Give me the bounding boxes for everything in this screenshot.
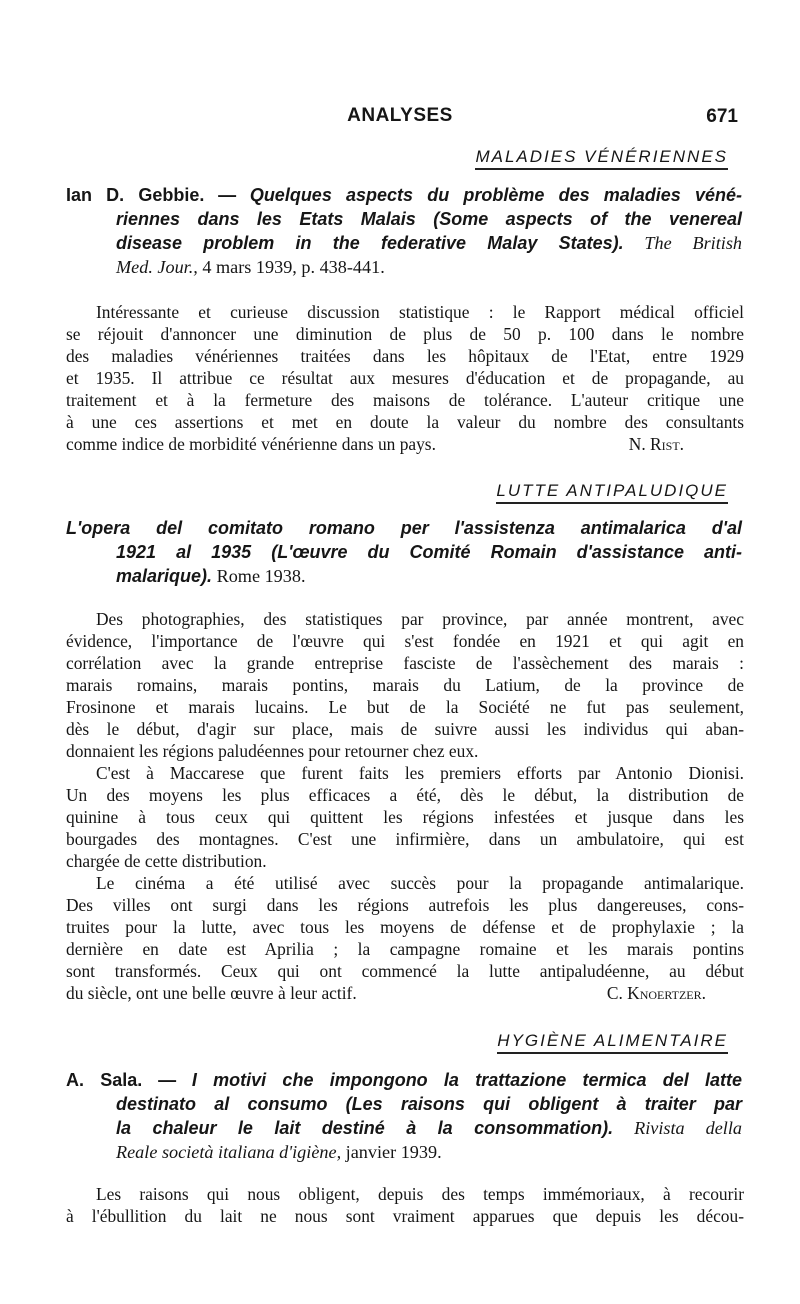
entry-journal: The British — [644, 233, 742, 253]
paragraph-line: Les raisons qui nous obligent, depuis des temps immémoriaux, à recourir — [96, 1184, 744, 1204]
paragraph-line: et 1935. Il attribue ce résultat aux mesures d'éducation et de propagande, au — [66, 368, 744, 388]
entry-journal: Reale società italiana d'igiène, — [116, 1142, 342, 1162]
entry-title-line: Quelques aspects du problème des maladies véné- — [249, 185, 742, 205]
paragraph-line: C'est à Maccarese que furent faits les premiers efforts par Antonio Dionisi. — [96, 763, 744, 783]
entry-dash: — — [218, 185, 237, 205]
signature: C. Knoertzer. — [606, 983, 706, 1003]
paragraph-line: marais romains, marais pontins, marais du Latium, de la province de — [66, 675, 744, 695]
entry-dash: — — [158, 1070, 177, 1090]
entry-date: 4 mars 1939, p. 438-441. — [202, 257, 385, 277]
paragraph-line: à une ces assertions et met en doute la valeur du nombre des consultants — [66, 412, 744, 432]
entry-title-line: L'opera del comitato romano per l'assistenza antimalarica d'al — [66, 518, 742, 538]
paragraph-line: dès le début, d'agir sur place, mais de suivre aussi les individus qui aban- — [66, 719, 744, 739]
abstract-gebbie — [66, 301, 744, 455]
paragraph-line: évidence, l'importance de l'œuvre qui s'est fondée en 1921 et qui agit en — [66, 631, 744, 651]
paragraph-line: sont transformés. Ceux qui ont commencé la lutte antipaludéenne, au début — [66, 961, 744, 981]
paragraph-line: à l'ébullition du lait ne nous sont vraiment apparues que depuis les décou- — [66, 1206, 744, 1226]
entry-author: A. Sala. — [66, 1070, 143, 1090]
paragraph-line: Des photographies, des statistiques par province, par année montrent, avec — [96, 609, 744, 629]
entry-title-line: riennes dans les Etats Malais (Some aspects of the venereal — [116, 209, 742, 229]
signature: N. Rist. — [628, 434, 684, 454]
paragraph-line: truites pour la lutte, avec tous les moyens de défense et de prophylaxie ; la — [66, 917, 744, 937]
paragraph-line: quinine à tous ceux qui quittent les régions infestées et jusque dans les — [66, 807, 744, 827]
paragraph-line: Un des moyens les plus efficaces a été, dès le début, la distribution de — [66, 785, 744, 805]
running-header — [0, 105, 800, 131]
running-title: ANALYSES — [347, 105, 453, 126]
entry-opera — [66, 516, 742, 588]
paragraph-line: bourgades des montagnes. C'est une infirmière, dans un ambulatoire, qui est — [66, 829, 744, 849]
entry-title-line: 1921 al 1935 (L'œuvre du Comité Romain d'assistance anti- — [116, 542, 742, 562]
entry-journal: Med. Jour., — [116, 257, 198, 277]
entry-title-line: la chaleur le lait destiné à la consommation). — [116, 1118, 614, 1138]
entry-title-line: destinato al consumo (Les raisons qui obligent à traiter par — [116, 1094, 742, 1114]
paragraph-line: chargée de cette distribution. — [66, 851, 267, 871]
section-heading-hygiene: HYGIÈNE ALIMENTAIRE — [497, 1031, 728, 1054]
paragraph-line: du siècle, ont une belle œuvre à leur actif. — [66, 983, 357, 1003]
paragraph-line: Intéressante et curieuse discussion statistique : le Rapport médical officiel — [96, 302, 744, 322]
entry-title-line: I motivi che impongono la trattazione termica del latte — [191, 1070, 743, 1090]
page-number: 671 — [706, 106, 738, 127]
section-heading-lutte: LUTTE ANTIPALUDIQUE — [496, 481, 728, 504]
paragraph-line: Frosinone et marais lucains. Le but de la Société ne fut pas seulement, — [66, 697, 744, 717]
paragraph-line: Des villes ont surgi dans les régions autrefois les plus dangereuses, cons- — [66, 895, 744, 915]
entry-date: janvier 1939. — [345, 1142, 442, 1162]
paragraph-line: donnaient les régions paludéennes pour retourner chez eux. — [66, 741, 479, 761]
entry-title-line: disease problem in the federative Malay States). — [116, 233, 624, 253]
paragraph-line: Le cinéma a été utilisé avec succès pour la propagande antimalarique. — [96, 873, 744, 893]
section-heading-maladies: MALADIES VÉNÉRIENNES — [475, 147, 728, 170]
entry-title-line: malarique). — [116, 566, 213, 586]
paragraph-line: se réjouit d'annoncer une diminution de plus de 50 p. 100 dans le nombre — [66, 324, 744, 344]
paragraph-line: traitement et à la fermeture des maisons de tolérance. L'auteur critique une — [66, 390, 744, 410]
entry-source: Rome 1938. — [216, 566, 306, 586]
paragraph-line: dernière en date est Aprilia ; la campagne romaine et les marais pontins — [66, 939, 744, 959]
entry-gebbie — [66, 183, 742, 279]
paragraph-line: corrélation avec la grande entreprise fasciste de l'assèchement des marais : — [66, 653, 744, 673]
entry-journal: Rivista della — [634, 1118, 742, 1138]
entry-author: Ian D. Gebbie. — [66, 185, 205, 205]
paragraph-line: des maladies vénériennes traitées dans les hôpitaux de l'Etat, entre 1929 — [66, 346, 744, 366]
abstract-opera — [66, 608, 744, 1004]
entry-sala — [66, 1068, 742, 1164]
abstract-sala — [66, 1183, 744, 1227]
paragraph-line: comme indice de morbidité vénérienne dans un pays. — [66, 434, 436, 454]
